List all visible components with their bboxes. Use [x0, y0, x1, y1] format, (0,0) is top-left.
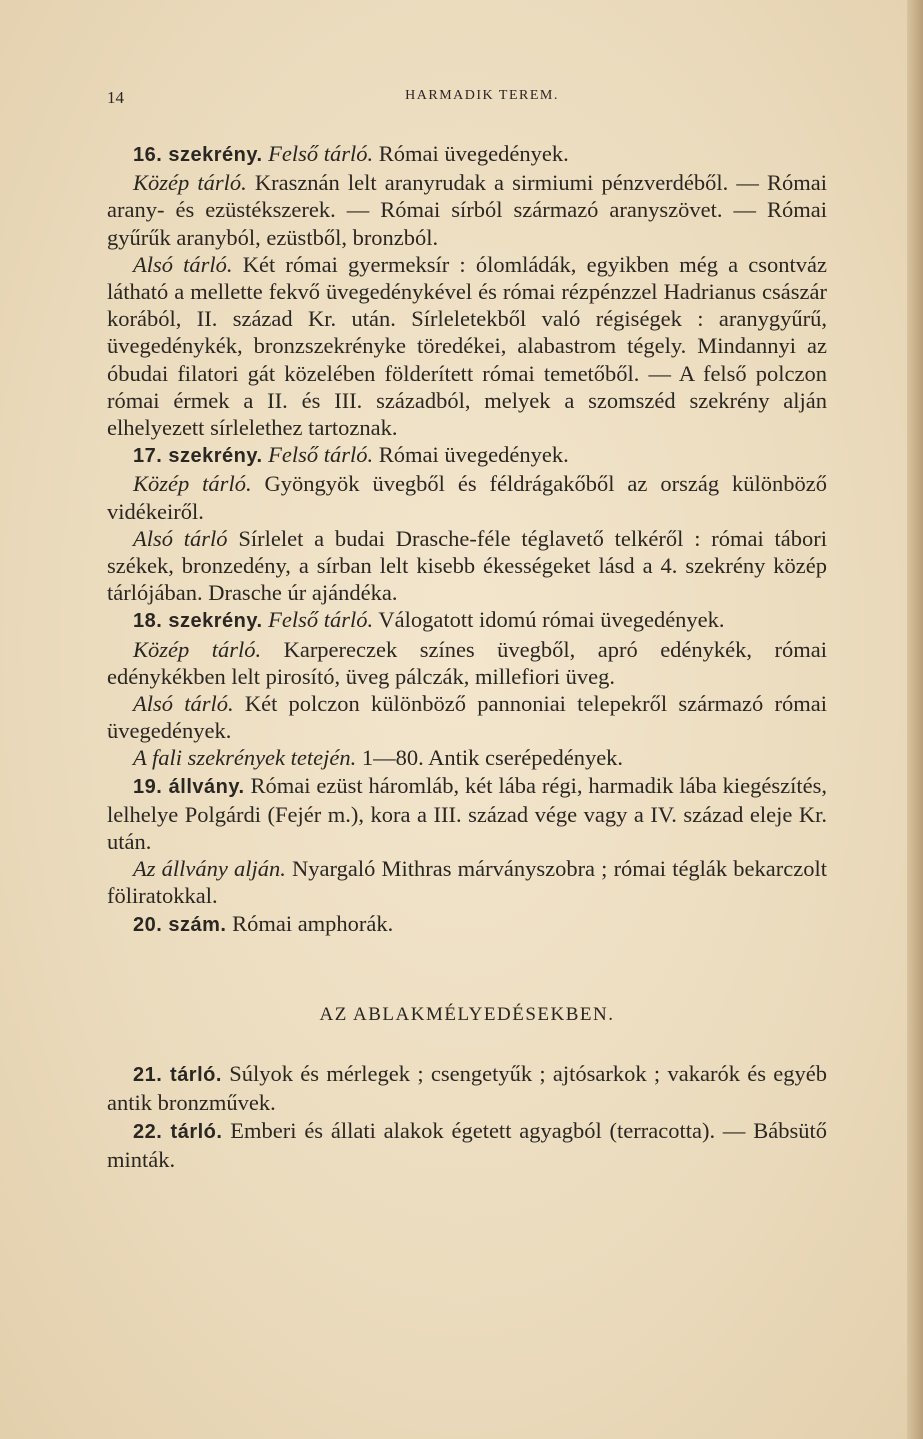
running-head	[107, 88, 827, 107]
entry-20: 20. szám. Római amphorák.	[133, 910, 394, 936]
entry-number: 19. állvány.	[133, 775, 245, 798]
page-edge	[907, 0, 923, 1439]
section-heading: AZ ABLAKMÉLYEDÉSEKBEN.	[319, 1003, 615, 1025]
entry-17-kozep: Közép tárló. Gyöngyök üvegből és féldrágakőből az ország különböző vidékeiről.	[107, 471, 827, 524]
entry-17-also: Alsó tárló Sírlelet a budai Drasche-féle téglavető telkéről : római tábori székek, bronzedény, a sírban lelt kisebb ékességeket lásd a 4. szekrény közép tárlójában. Drasche úr ajándéka.	[107, 525, 827, 606]
entry-number: 17. szekrény.	[133, 445, 263, 468]
entry-16-also: Alsó tárló. Két római gyermeksír : ólomládák, egyikben még a csontváz látható a mellette fekvő üvegedénykével és római rézpénzzel Hadrianus császár korából, II. század Kr. után. Sírleletekből való régiségek : aranygyűrű, üvegedénykék, bronzszekrényke töredékei, alabastrom tégely. Mindannyi az óbudai filatori gát közelében földerített római temetőből. — A felső polczon római érmek a II. és III. századból, melyek a szomszéd szekrény alján elhelyezett sírlelethez tartoznak.	[107, 251, 827, 441]
entry-16-kozep: Közép tárló. Krasznán lelt aranyrudak a sirmiumi pénzverdéből. — Római arany- és ezüstékszerek. — Római sírból származó aranyszövet. — Római gyűrűk aranyból, ezüstből, bronzból.	[107, 170, 827, 250]
entry-21: 21. tárló. Súlyok és mérlegek ; csengetyűk ; ajtósarkok ; vakarók és egyéb antik bronzművek.	[107, 1061, 827, 1116]
entry-number: 21. tárló.	[133, 1064, 222, 1087]
page-number: 14	[107, 88, 124, 107]
entry-19-alj: Az állvány alján. Nyargaló Mithras márványszobra ; római téglák bekarczolt föliratokkal.	[107, 856, 827, 909]
body-text	[107, 140, 827, 1173]
entry-number: 22. tárló.	[133, 1120, 223, 1143]
entry-18-also: Alsó tárló. Két polczon különböző pannoniai telepekről származó római üvegedények.	[107, 691, 827, 744]
entry-18-felso: 18. szekrény. Felső tárló. Válogatott idomú római üvegedények.	[133, 607, 725, 633]
running-title: HARMADIK TEREM.	[405, 88, 559, 103]
entry-19: 19. állvány. Római ezüst háromláb, két lába régi, harmadik lába kiegészítés, lelhelye Polgárdi (Fejér m.), kora a III. század vége vagy a IV. század eleje Kr. után.	[107, 772, 827, 855]
entry-22: 22. tárló. Emberi és állati alakok égetett agyagból (terracotta). — Bábsütő minták.	[107, 1117, 827, 1172]
entry-number: 16. szekrény.	[133, 144, 263, 166]
entry-number: 20. szám.	[133, 913, 227, 936]
entry-18-kozep: Közép tárló. Karpereczek színes üvegből, apró edénykék, római edénykékben lelt pirosító, üveg pálczák, millefiori üveg.	[107, 636, 827, 689]
entry-18-fali: A fali szekrények tetején. 1—80. Antik cserépedények.	[133, 745, 624, 771]
entry-17-felso: 17. szekrény. Felső tárló. Római üvegedények.	[133, 442, 569, 468]
entry-number: 18. szekrény.	[133, 610, 263, 633]
entry-16-felso: 16. szekrény. Felső tárló. Római üvegedények.	[133, 141, 569, 166]
